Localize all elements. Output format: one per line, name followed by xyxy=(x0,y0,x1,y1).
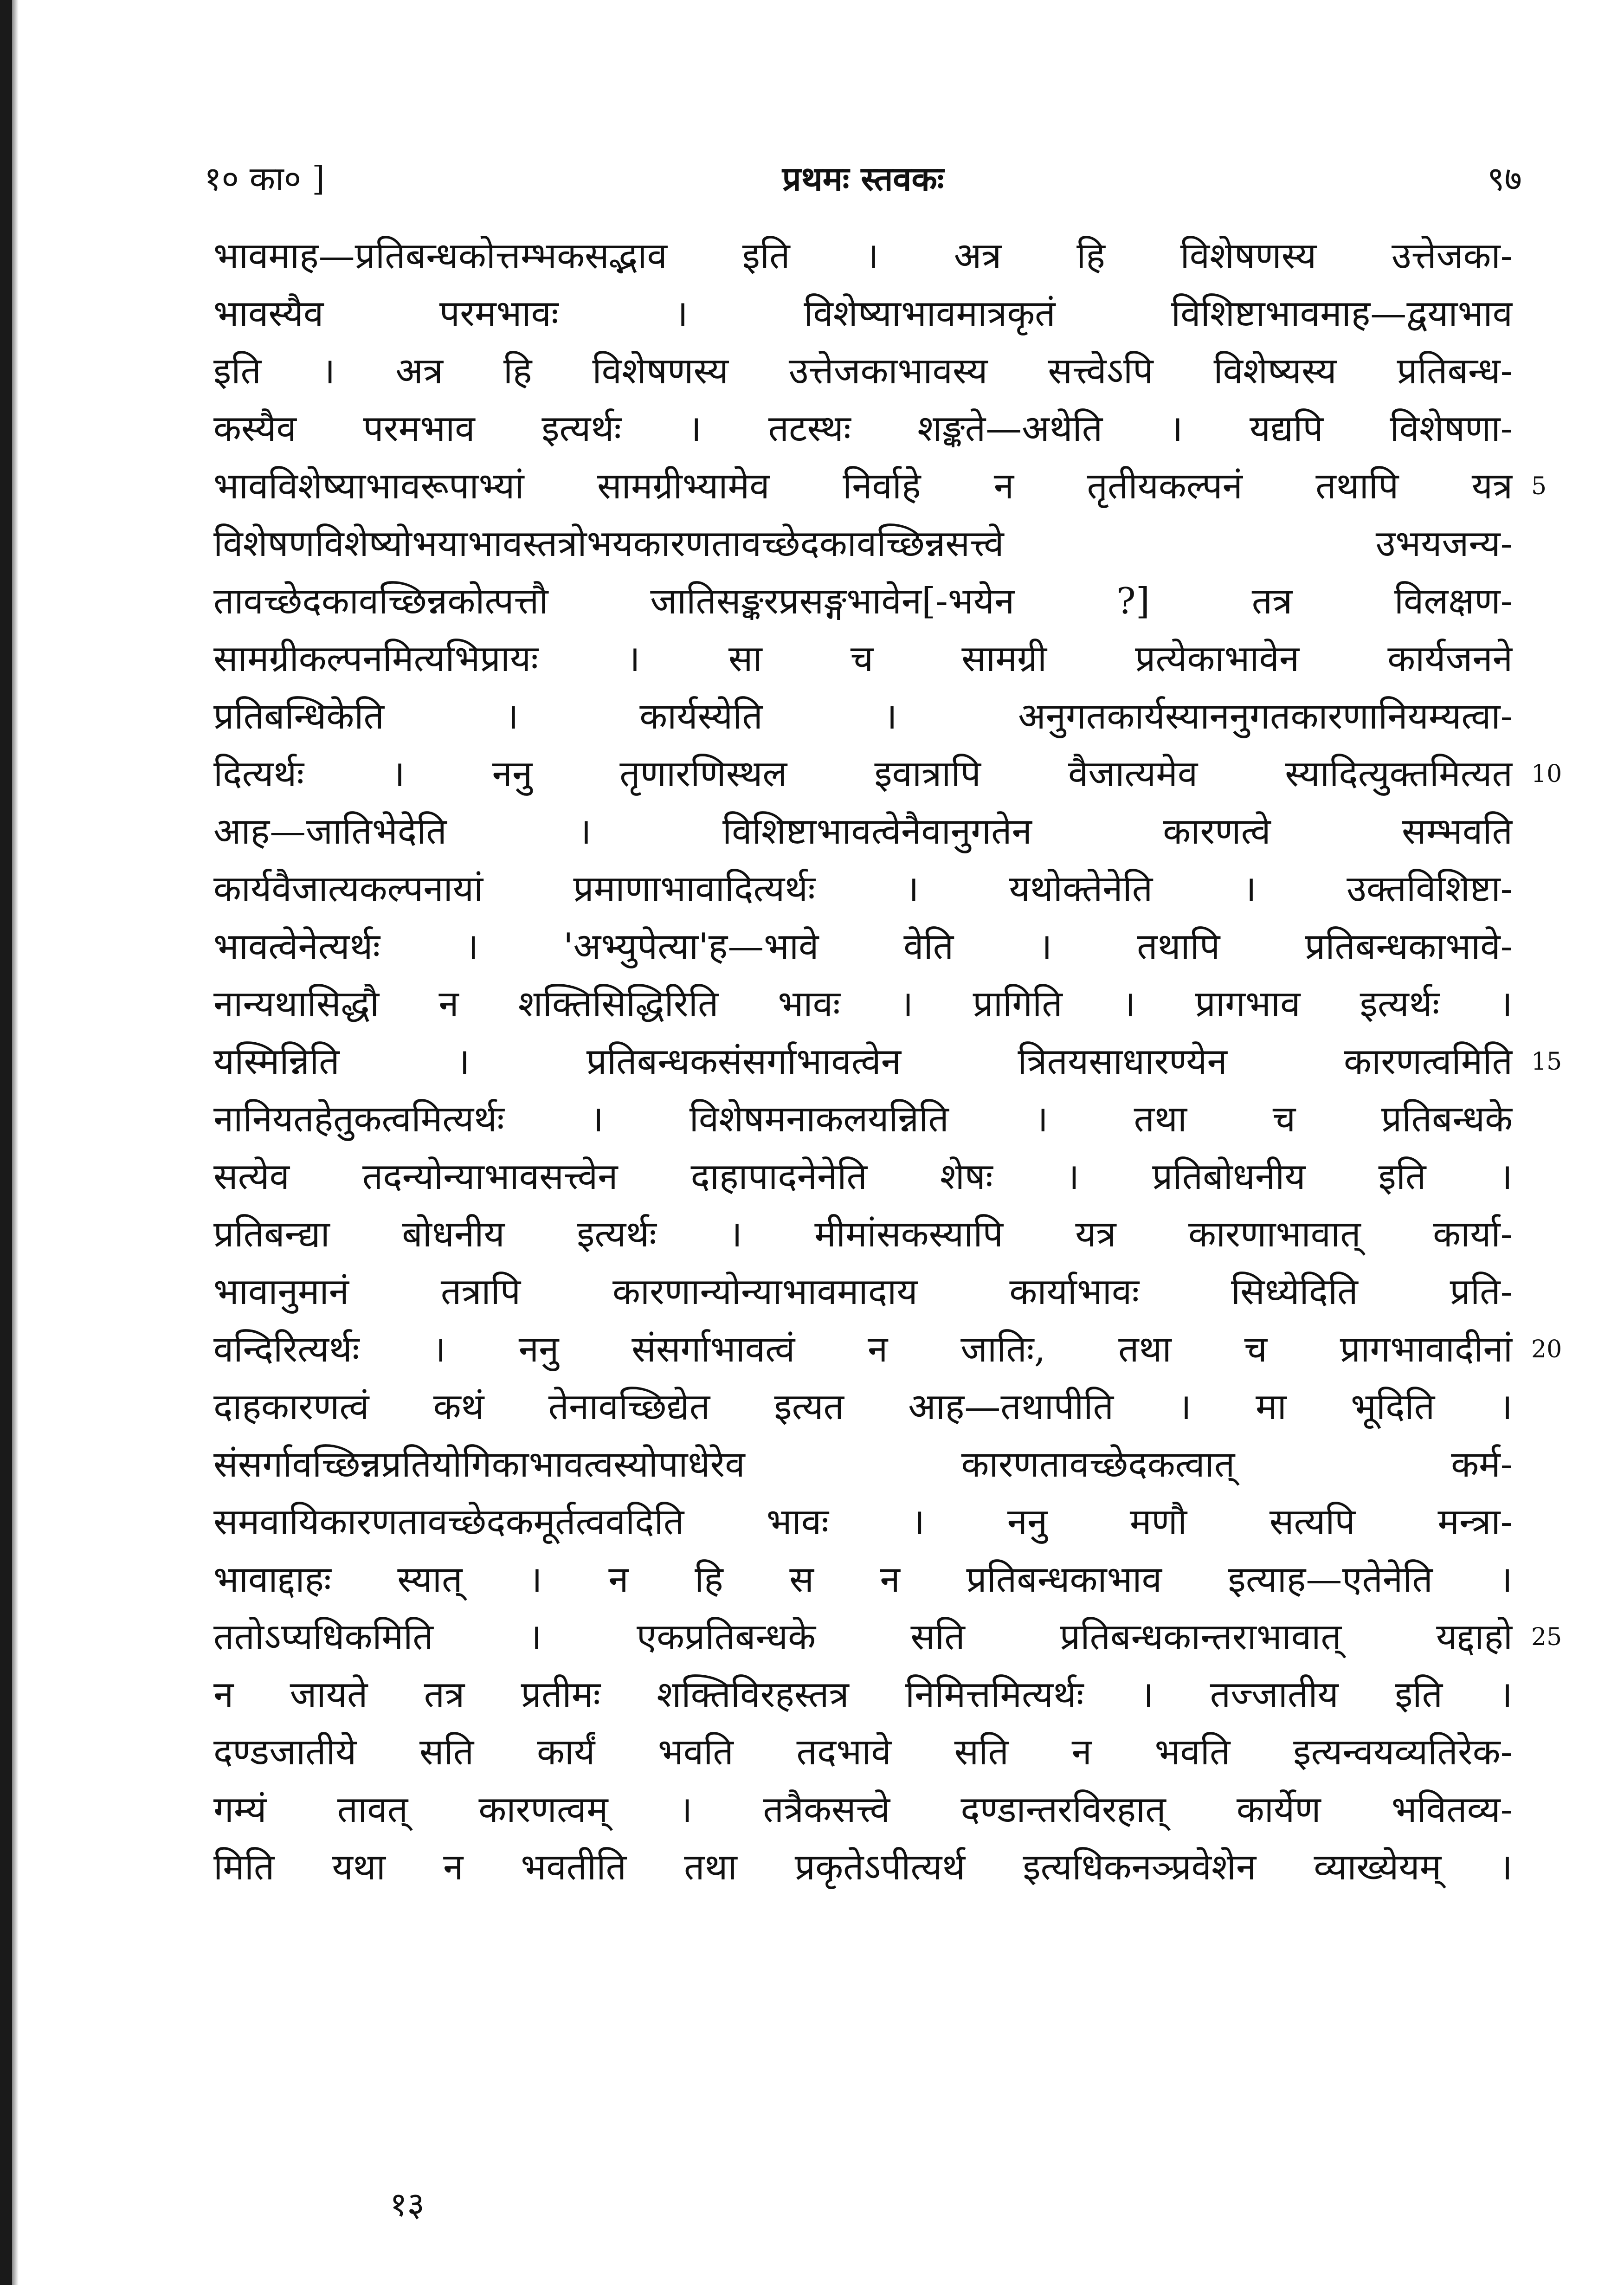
text-line: ततोऽप्यधिकमिति । एकप्रतिबन्धके सति प्रतिबन्धकान्तराभावात् यद्दाहो xyxy=(213,1616,1513,1658)
text-line: दण्डजातीये सति कार्यं भवति तदभावे सति न भवति इत्यन्वयव्यतिरेक- xyxy=(213,1731,1513,1773)
header-page-number: ९७ xyxy=(1487,159,1522,198)
text-line: दाहकारणत्वं कथं तेनावच्छिद्येत इत्यत आह—तथापीति । मा भूदिति । xyxy=(213,1386,1513,1428)
text-line: भावानुमानं तत्रापि कारणान्योन्याभावमादाय कार्याभावः सिध्येदिति प्रति- xyxy=(213,1271,1513,1313)
text-line: भावविशेष्याभावरूपाभ्यां सामग्रीभ्यामेव निर्वाहे न तृतीयकल्पनं तथापि यत्र xyxy=(213,465,1513,507)
text-line: विशेषणविशेष्योभयाभावस्तत्रोभयकारणतावच्छेदकावच्छिन्नसत्त्वे उभयजन्य- xyxy=(213,523,1513,565)
margin-line-number: 5 xyxy=(1531,472,1547,500)
text-line: कार्यवैजात्यकल्पनायां प्रमाणाभावादित्यर्थः । यथोक्तेनेति । उक्तविशिष्टा- xyxy=(213,868,1513,910)
binding-edge-shadow xyxy=(12,0,19,2285)
text-line: मिति यथा न भवतीति तथा प्रकृतेऽपीत्यर्थ इत्यधिकनञ्प्रवेशेन व्याख्येयम् । xyxy=(213,1846,1513,1888)
text-line: भावत्वेनेत्यर्थः । 'अभ्युपेत्या'ह—भावे वेति । तथापि प्रतिबन्धकाभावे- xyxy=(213,926,1513,968)
commentary-text-block xyxy=(213,227,1513,1896)
text-line: भावस्यैव परमभावः । विशेष्याभावमात्रकृतं विशिष्टाभावमाह—द्वयाभाव xyxy=(213,293,1513,335)
text-line: प्रतिबन्द्या बोधनीय इत्यर्थः । मीमांसकस्यापि यत्र कारणाभावात् कार्या- xyxy=(213,1214,1513,1255)
margin-line-number: 20 xyxy=(1531,1336,1562,1363)
text-line: नानियतहेतुकत्वमित्यर्थः । विशेषमनाकलयन्निति । तथा च प्रतिबन्धके xyxy=(213,1098,1513,1140)
text-line: कस्यैव परमभाव इत्यर्थः । तटस्थः शङ्कते—अथेति । यद्यपि विशेषणा- xyxy=(213,408,1513,450)
text-line: तावच्छेदकावच्छिन्नकोत्पत्तौ जातिसङ्करप्रसङ्गभावेन[-भयेन ?] तत्र विलक्षण- xyxy=(213,581,1513,622)
text-line: भावाद्दाहः स्यात् । न हि स न प्रतिबन्धकाभाव इत्याह—एतेनेति । xyxy=(213,1559,1513,1601)
margin-line-number: 10 xyxy=(1531,760,1562,788)
text-line: न जायते तत्र प्रतीमः शक्तिविरहस्तत्र निमित्तमित्यर्थः । तज्जातीय इति । xyxy=(213,1674,1513,1716)
binding-edge xyxy=(0,0,12,2285)
text-line: यस्मिन्निति । प्रतिबन्धकसंसर्गाभावत्वेन त्रितयसाधारण्येन कारणत्वमिति xyxy=(213,1041,1513,1083)
text-line: संसर्गावच्छिन्नप्रतियोगिकाभावत्वस्योपाधेरेव कारणतावच्छेदकत्वात् कर्म- xyxy=(213,1444,1513,1485)
margin-line-number: 15 xyxy=(1531,1048,1562,1076)
text-line: इति । अत्र हि विशेषणस्य उत्तेजकाभावस्य सत्त्वेऽपि विशेष्यस्य प्रतिबन्ध- xyxy=(213,350,1513,392)
printer-signature-mark: १३ xyxy=(390,2185,425,2224)
text-line: नान्यथासिद्धौ न शक्तिसिद्धिरिति भावः । प्रागिति । प्रागभाव इत्यर्थः । xyxy=(213,983,1513,1025)
text-line: आह—जातिभेदेति । विशिष्टाभावत्वेनैवानुगतेन कारणत्वे सम्भवति xyxy=(213,811,1513,852)
margin-line-number: 25 xyxy=(1531,1623,1562,1651)
text-line: दित्यर्थः । ननु तृणारणिस्थल इवात्रापि वैजात्यमेव स्यादित्युक्तमित्यत xyxy=(213,753,1513,795)
text-line: समवायिकारणतावच्छेदकमूर्तत्ववदिति भावः । ननु मणौ सत्यपि मन्त्रा- xyxy=(213,1501,1513,1543)
text-line: सामग्रीकल्पनमित्यभिप्रायः । सा च सामग्री प्रत्येकाभावेन कार्यजनने xyxy=(213,638,1513,680)
header-chapter-title: प्रथमः स्तवकः xyxy=(782,159,944,198)
text-line: भावमाह—प्रतिबन्धकोत्तम्भकसद्भाव इति । अत्र हि विशेषणस्य उत्तेजका- xyxy=(213,235,1513,277)
header-section-ref: १० का० ] xyxy=(204,159,325,198)
text-line: वन्दिरित्यर्थः । ननु संसर्गाभावत्वं न जातिः, तथा च प्रागभावादीनां xyxy=(213,1329,1513,1370)
running-header xyxy=(204,153,1522,204)
text-line: प्रतिबन्धिकेति । कार्यस्येति । अनुगतकार्यस्याननुगतकारणानियम्यत्वा- xyxy=(213,696,1513,737)
text-line: सत्येव तदन्योन्याभावसत्त्वेन दाहापादनेनेति शेषः । प्रतिबोधनीय इति । xyxy=(213,1156,1513,1198)
text-line: गम्यं तावत् कारणत्वम् । तत्रैकसत्त्वे दण्डान्तरविरहात् कार्येण भवितव्य- xyxy=(213,1789,1513,1831)
